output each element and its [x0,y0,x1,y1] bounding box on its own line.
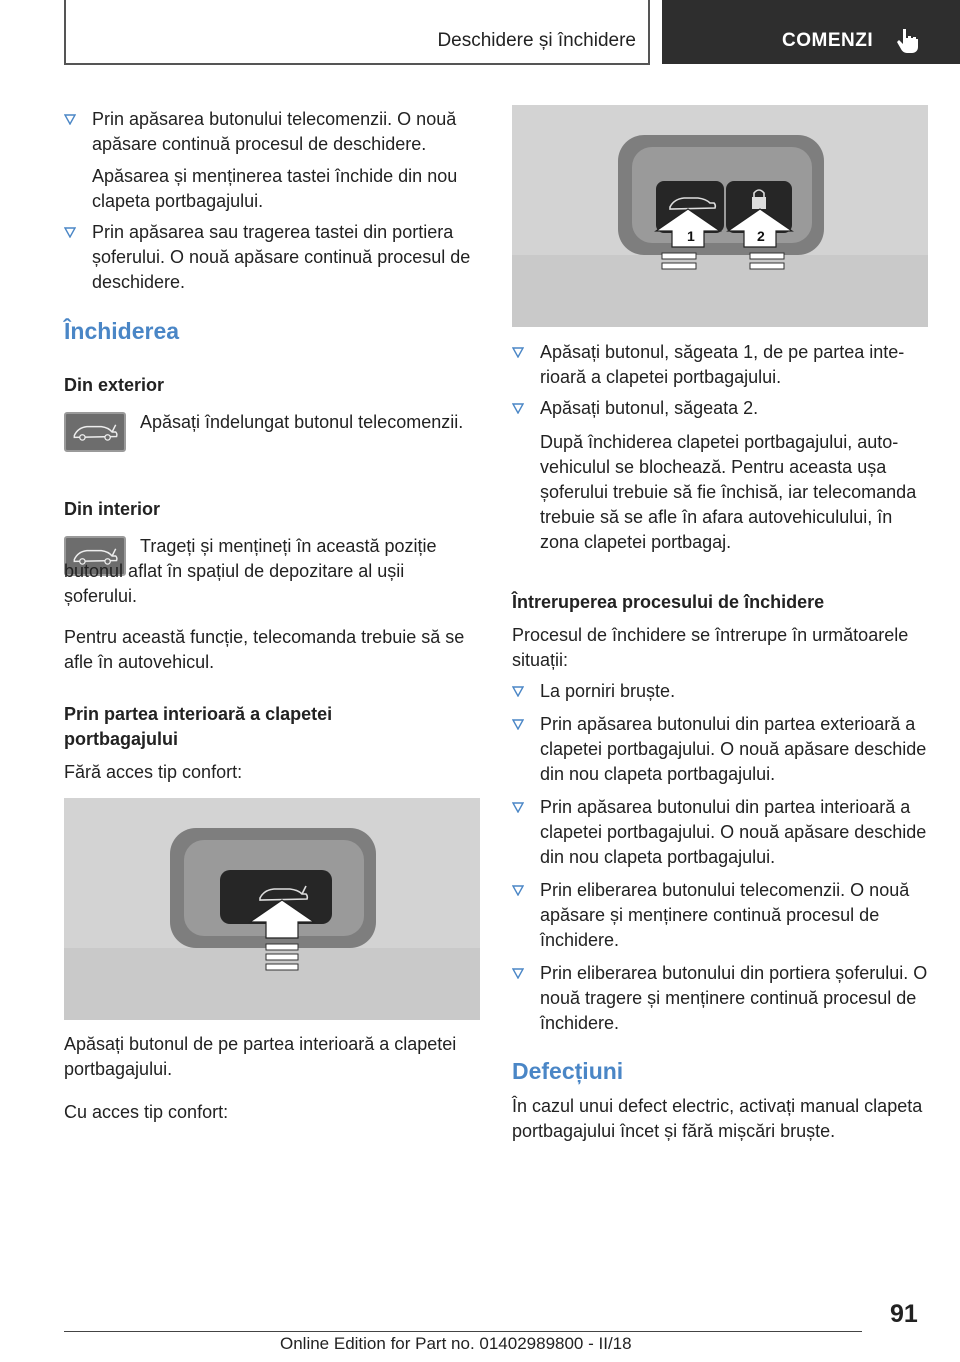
interrupt-item [512,795,928,870]
bullet-arrow-1 [512,340,928,390]
interrupt-item [512,878,928,953]
bullet-triangle-icon [512,884,524,896]
photo-caption: Apăsați butonul de pe partea interioară a clapetei portbagajului. [64,1034,457,1079]
bullet-triangle-icon [512,801,524,813]
bullet-text: Prin apăsarea butonului telecomenzii. O nouă apăsare continuă procesul de deschidere. [92,109,457,154]
bullet-text: Prin apăsarea sau tragerea tastei din portiera șoferului. O nouă apăsare continuă procesul de deschidere. [92,222,471,292]
bullet-triangle-icon [512,685,524,697]
photo-inner-flap-button [64,798,480,1020]
bullet-triangle-icon [64,113,76,125]
arrow-2-explanation: După închiderea clapetei portbagajului, autovehiculul se blochează. Pentru aceasta ușa șoferului trebuie să fie închisă, iar telecomanda trebuie să se afle în afara autovehiculului, în zona clapetei portbagaj. [540,432,917,552]
bullet-remote-hold: Apăsarea și menținerea tastei închide din nou clapeta portbagajului. [92,166,458,211]
footer-rule [64,1331,862,1332]
trunk-button-icon-exterior [64,412,126,452]
comfort-text: Cu acces tip confort: [64,1102,229,1122]
bullet-arrow-2 [512,396,928,421]
photo-comfort-buttons [512,105,928,327]
subheading-interrupt: Întreruperea procesului de închidere [512,592,825,612]
bullet-text: Apăsați butonul, săgeata 2. [540,398,759,418]
subheading-inner-flap: Prin partea interioară a clapetei portbagajului [64,704,333,749]
bullet-text: Prin eliberarea butonului din portiera șoferului. O nouă tragere și menținere continuă procesul de închidere. [540,963,928,1033]
bullet-text: Prin eliberarea butonului telecomenzii. O nouă apăsare și menținere continuă procesul de închidere. [540,880,910,950]
subheading-interior: Din interior [64,499,161,519]
bullet-triangle-icon [512,718,524,730]
subheading-exterior: Din exterior [64,375,165,395]
header-rule-left [64,0,66,64]
bullet-text: Prin apăsarea butonului din partea exterioară a clapetei portbagajului. O nouă apăsare deschide din nou clapeta portbagajului. [540,714,927,784]
faults-text: În cazul unui defect electric, activați manual clapeta portbagajului încet și fără mișcări bruște. [512,1096,923,1141]
arrow-label-2: 2 [757,228,765,244]
bullet-triangle-icon [512,967,524,979]
header-rule-right [648,0,650,64]
page-number: 91 [890,1300,918,1328]
remote-note: Pentru această funcție, telecomanda trebuie să se afle în autovehicul. [64,627,465,672]
exterior-text: Apăsați îndelungat butonul telecomenzii. [140,412,464,432]
interrupt-item [512,679,928,704]
no-comfort-text: Fără acces tip confort: [64,762,243,782]
bullet-remote-press [64,107,480,157]
chapter-tab-label: COMENZI [782,30,874,51]
pointing-hand-icon [894,26,922,54]
heading-closing: Închiderea [64,318,180,344]
bullet-triangle-icon [64,226,76,238]
arrow-label-1: 1 [687,228,695,244]
bullet-driver-door [64,220,480,295]
interior-text: Trageți și mențineți în această poziție butonul aflat în spațiul de depozitare al ușii șoferului. [64,536,437,606]
bullet-text: Apăsați butonul, săgeata 1, de pe partea interioară a clapetei portbagajului. [540,342,905,387]
footer-edition: Online Edition for Part no. 01402989800 - II/18 [280,1334,632,1353]
bullet-triangle-icon [512,346,524,358]
interrupt-item [512,712,928,787]
header-rule-bottom [64,63,650,65]
bullet-triangle-icon [512,402,524,414]
section-title: Deschidere și închidere [437,30,636,51]
heading-faults: Defecțiuni [512,1058,624,1084]
interrupt-item [512,961,932,1036]
bullet-text: La porniri bruște. [540,681,676,701]
bullet-text: Prin apăsarea butonului din partea interioară a clapetei portbagajului. O nouă apăsare deschide din nou clapeta portbagajului. [540,797,927,867]
interrupt-intro: Procesul de închidere se întrerupe în următoarele situații: [512,625,909,670]
